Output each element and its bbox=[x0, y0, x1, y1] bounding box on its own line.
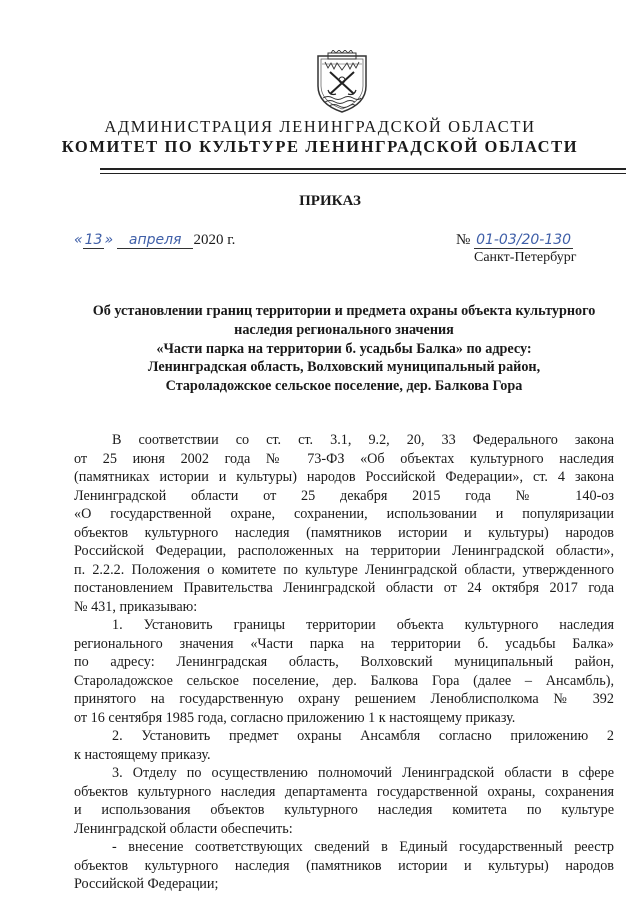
body-line: Российской Федерации; bbox=[74, 876, 219, 892]
body-line: «О государственной охране, сохранении, использовании и популяризации bbox=[74, 506, 614, 522]
header-rule-thick bbox=[100, 168, 626, 170]
body-line: 3. Отделу по осуществлению полномочий Ленинградской области в сфере bbox=[112, 765, 614, 781]
order-city: Санкт-Петербург bbox=[474, 250, 577, 265]
order-number bbox=[456, 232, 573, 249]
date-close-quote: » bbox=[104, 232, 114, 248]
body-line: Российской Федерации, расположенных на территории Ленинградской области», bbox=[74, 543, 614, 559]
body-line: объектов культурного наследия департамента государственной охраны, сохранения bbox=[74, 783, 614, 800]
body-line: В соответствии со ст. ст. 3.1, 9.2, 20, 33 Федерального закона bbox=[112, 432, 614, 448]
body-line: от 16 сентября 1985 года, согласно приложению 1 к настоящему приказу. bbox=[74, 709, 516, 726]
date-day: 13 bbox=[84, 232, 103, 248]
date-open-quote: « bbox=[74, 232, 83, 248]
body-line: (памятниках истории и культуры) народов Российской Федерации», ст. 4 закона bbox=[74, 469, 614, 485]
body-line: и использования объектов культурного наследия комитета по культуре bbox=[74, 802, 614, 818]
body-line: 1. Установить границы территории объекта культурного наследия bbox=[112, 617, 614, 633]
body-line: объектов культурного наследия (памятников истории и культуры) народов bbox=[74, 524, 614, 541]
subject-line: Староладожское сельское поселение, дер. Балкова Гора bbox=[165, 378, 523, 395]
body-line: Староладожское сельское поселение, дер. Балкова Гора (далее – Ансамбль), bbox=[74, 672, 614, 689]
committee-name: КОМИТЕТ ПО КУЛЬТУРЕ ЛЕНИНГРАДСКОЙ ОБЛАСТИ bbox=[61, 137, 579, 156]
subject-line: «Части парка на территории б. усадьбы Балка» по адресу: bbox=[156, 340, 532, 357]
header-rule-thin bbox=[100, 173, 626, 174]
subject-line: Об установлении границ территории и предмета охраны объекта культурного bbox=[92, 303, 596, 319]
body-line: от 25 июня 2002 года № 73-ФЗ «Об объектах культурного наследия bbox=[74, 450, 614, 467]
body-line: постановлением Правительства Ленинградской области от 24 октября 2017 года bbox=[74, 580, 614, 596]
body-line: Ленинградской области от 25 декабря 2015 года № 140-оз bbox=[74, 487, 614, 504]
number-value: 01-03/20-130 bbox=[476, 232, 572, 248]
body-line: принятого на государственную охрану решением Леноблисполкома № 392 bbox=[74, 691, 614, 707]
number-prefix: № bbox=[456, 232, 471, 248]
body-line: объектов культурного наследия (памятников истории и культуры) народов bbox=[74, 857, 614, 874]
body-line: по адресу: Ленинградская область, Волховский муниципальный район, bbox=[74, 654, 614, 670]
body-line: к настоящему приказу. bbox=[74, 746, 211, 763]
subject-line: Ленинградская область, Волховский муниципальный район, bbox=[147, 359, 541, 376]
body-line: Ленинградской области обеспечить: bbox=[74, 820, 293, 837]
order-date bbox=[74, 232, 235, 249]
body-line: регионального значения «Части парка на территории б. усадьбы Балка» bbox=[74, 635, 614, 652]
coat-of-arms-icon bbox=[314, 50, 370, 114]
body-line: 2. Установить предмет охраны Ансамбля согласно приложению 2 bbox=[112, 728, 614, 744]
body-line: № 431, приказываю: bbox=[74, 598, 198, 615]
order-body bbox=[74, 431, 614, 894]
date-year: 2020 г. bbox=[193, 232, 236, 248]
body-line: - внесение соответствующих сведений в Единый государственный реестр bbox=[112, 839, 614, 855]
subject-line: наследия регионального значения bbox=[234, 321, 454, 338]
agency-name: АДМИНИСТРАЦИЯ ЛЕНИНГРАДСКОЙ ОБЛАСТИ bbox=[104, 117, 536, 136]
date-month: апреля bbox=[117, 232, 194, 249]
order-title: ПРИКАЗ bbox=[299, 193, 361, 209]
order-subject bbox=[74, 302, 614, 396]
body-line: п. 2.2.2. Положения о комитете по культуре Ленинградской области, утвержденного bbox=[74, 561, 614, 578]
